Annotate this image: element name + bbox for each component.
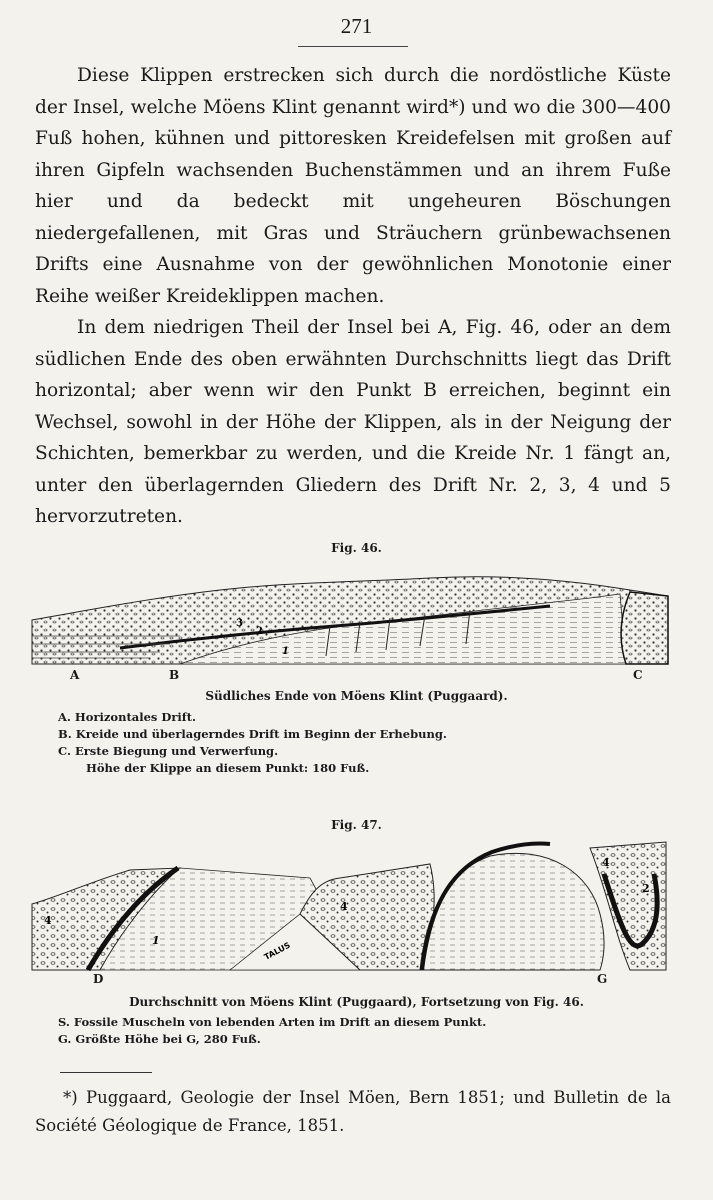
fig47-legend-s: S. Fossile Muscheln von lebenden Arten im Drift an diesem Punkt. xyxy=(58,1015,487,1029)
fig47-label: Fig. 47. xyxy=(331,818,382,832)
fig47-layer-4c: 4 xyxy=(602,856,610,869)
fig47-legend xyxy=(58,1014,678,1048)
fig47-cross-section xyxy=(30,834,668,974)
fig46-legend xyxy=(58,709,678,777)
fig46-point-a: A xyxy=(70,668,80,682)
fig47-caption: Durchschnitt von Möens Klint (Puggaard), Fortsetzung von Fig. 46. xyxy=(129,995,584,1009)
paragraph-2: In dem niedrigen Theil der Insel bei A, Fig. 46, oder an dem südlichen Ende des oben erwähnten Durchschnitts liegt das Drift horizontal; aber wenn wir den Punkt B erreichen, beginnt ein Wechsel, sowohl in der Höhe der Klippen, als in der Neigung der Schichten, bemerkbar zu werden, und die Kreide Nr. 1 fängt an, unter den überlagernden Gliedern des Drift Nr. 2, 3, 4 und 5 hervorzutreten. xyxy=(35,317,671,527)
footnote-text: *) Puggaard, Geologie der Insel Möen, Bern 1851; und Bulletin de la Société Géologique de France, 1851. xyxy=(35,1088,671,1135)
fig47-layer-2: 2 xyxy=(642,882,650,895)
fig47-point-g: G xyxy=(597,972,608,986)
fig46-point-c: C xyxy=(633,668,643,682)
footnote xyxy=(35,1084,671,1140)
page-number: 271 xyxy=(340,14,373,38)
fig47-point-d: D xyxy=(93,972,104,986)
footnote-rule xyxy=(60,1072,152,1073)
fig47-layer-4b: 4 xyxy=(340,900,348,913)
fig46-cross-section xyxy=(30,560,672,670)
fig46-legend-height: Höhe der Klippe an diesem Punkt: 180 Fuß. xyxy=(86,761,370,775)
fig47-layer-4a: 4 xyxy=(44,914,52,927)
fig46-layer-1: 1 xyxy=(282,646,289,657)
fig46-point-b: B xyxy=(169,668,180,682)
body-text xyxy=(35,60,671,533)
fig47-layer-1: 1 xyxy=(152,934,160,947)
fig46-fold-c xyxy=(621,592,668,664)
fig47-dome xyxy=(420,853,604,970)
fig46-caption: Südliches Ende von Möens Klint (Puggaard). xyxy=(205,689,508,703)
fig46-legend-b: B. Kreide und überlagerndes Drift im Beginn der Erhebung. xyxy=(58,727,447,741)
fig46-label: Fig. 46. xyxy=(331,541,382,555)
page-number-rule xyxy=(298,46,408,47)
fig46-legend-a: A. Horizontales Drift. xyxy=(58,710,197,724)
paragraph-1: Diese Klippen erstrecken sich durch die nordöstliche Küste der Insel, welche Möens Klint genannt wird*) und wo die 300—400 Fuß hohen, kühnen und pittoresken Kreidefelsen mit großen auf ihren Gipfeln wachsenden Buchenstämmen und an ihrem Fuße hier und da bedeckt mit ungeheuren Böschungen niedergefallenen, mit Gras und Sträuchern grünbewachsenen Drifts eine Ausnahme von der gewöhnlichen Monotonie einer Reihe weißer Kreideklippen machen. xyxy=(35,65,671,307)
fig46-legend-c: C. Erste Biegung und Verwerfung. xyxy=(58,744,279,758)
fig46-layer-2: 2 xyxy=(256,626,263,637)
fig47-legend-g: G. Größte Höhe bei G, 280 Fuß. xyxy=(58,1032,261,1046)
fig46-layer-3: 3 xyxy=(236,618,243,629)
fig47-talus-label: TALUS xyxy=(262,940,292,962)
